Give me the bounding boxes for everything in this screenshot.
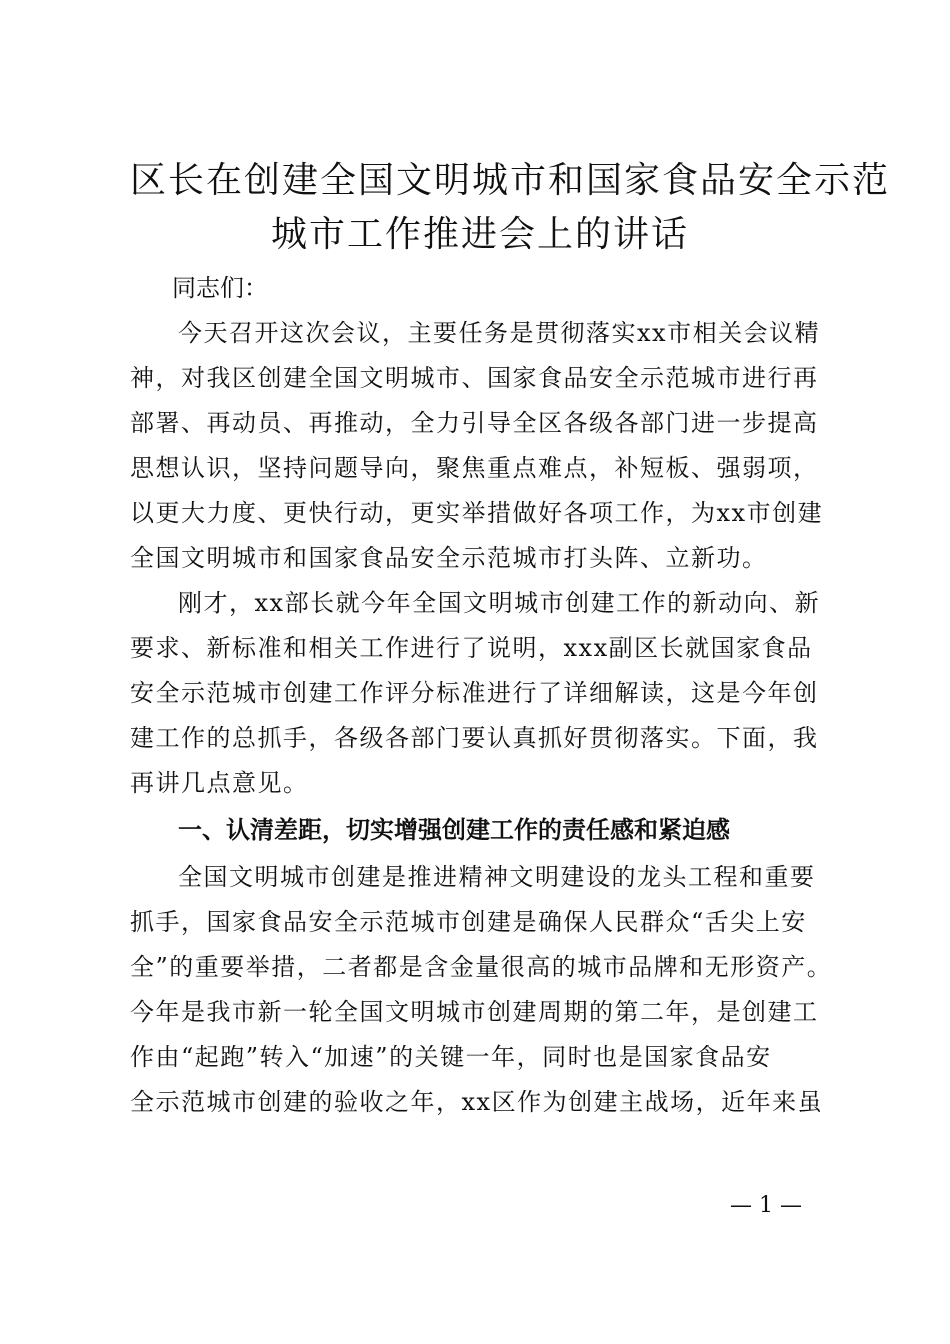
text-line: 作由“起跑”转入“加速”的关键一年，同时也是国家食品安 <box>130 1043 772 1071</box>
title-line: 城市工作推进会上的讲话 <box>270 214 689 255</box>
section-heading-1: 一、认清差距，切实增强创建工作的责任感和紧迫感 <box>178 816 730 844</box>
text-line: 今年是我市新一轮全国文明城市创建周期的第二年，是创建工 <box>130 998 819 1026</box>
document-title <box>130 150 891 262</box>
text-line: 全”的重要举措，二者都是含金量很高的城市品牌和无形资产。 <box>130 953 833 981</box>
document-page <box>130 150 891 1125</box>
page-number: — 1 — <box>730 1193 802 1218</box>
paragraph-1 <box>130 311 830 581</box>
text-line: 再讲几点意见。 <box>130 769 309 797</box>
text-line: 今天召开这次会议，主要任务是贯彻落实xx市相关会议精 <box>178 319 821 347</box>
text-line: 全国文明城市和国家食品安全示范城市打头阵、立新功。 <box>130 544 768 572</box>
text-line: 神，对我区创建全国文明城市、国家食品安全示范城市进行再 <box>130 364 819 392</box>
text-line: 要求、新标准和相关工作进行了说明，xxx副区长就国家食品 <box>130 634 813 662</box>
salutation: 同志们： <box>172 274 268 302</box>
text-line: 部署、再动员、再推动，全力引导全区各级各部门进一步提高 <box>130 409 819 437</box>
text-line: 刚才，xx部长就今年全国文明城市创建工作的新动向、新 <box>178 589 821 617</box>
text-line: 全示范城市创建的验收之年，xx区作为创建主战场，近年来虽 <box>130 1088 824 1116</box>
paragraph-2 <box>130 581 830 806</box>
title-line: 区长在创建全国文明城市和国家食品安全示范 <box>130 160 891 201</box>
text-line: 思想认识，坚持问题导向，聚焦重点难点，补短板、强弱项， <box>130 454 819 482</box>
paragraph-3 <box>130 855 833 1125</box>
text-line: 以更大力度、更快行动，更实举措做好各项工作，为xx市创建 <box>130 499 824 527</box>
text-line: 安全示范城市创建工作评分标准进行了详细解读，这是今年创 <box>130 679 819 707</box>
text-line: 全国文明城市创建是推进精神文明建设的龙头工程和重要 <box>178 863 816 891</box>
text-line: 建工作的总抓手，各级各部门要认真抓好贯彻落实。下面，我 <box>130 724 819 752</box>
text-line: 抓手，国家食品安全示范城市创建是确保人民群众“舌尖上安 <box>130 908 807 936</box>
